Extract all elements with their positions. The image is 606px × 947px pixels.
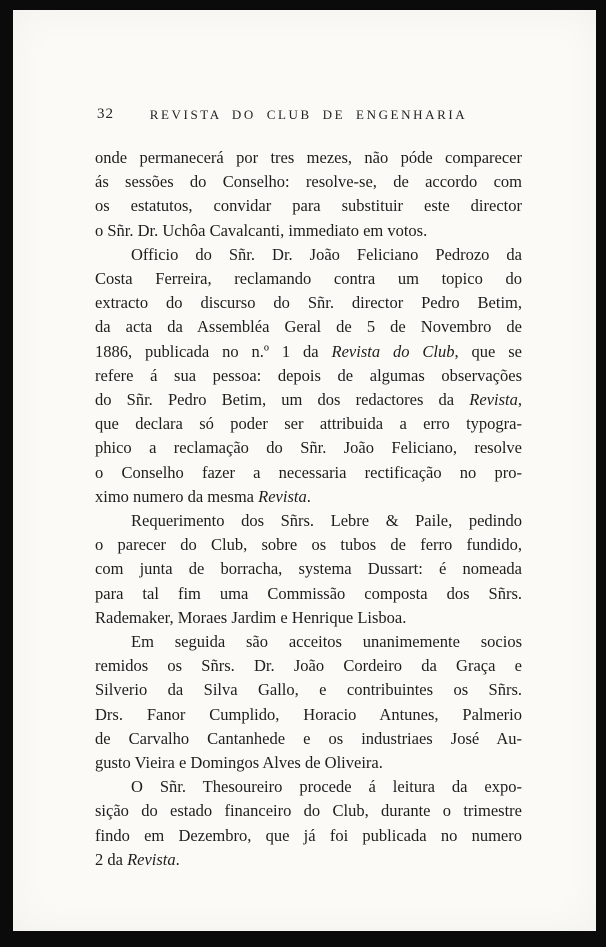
italic-text-segment: Revista do Club bbox=[331, 341, 455, 361]
text-segment: Rademaker, Moraes Jardim e Henrique Lisboa. bbox=[95, 607, 407, 627]
text-segment: Costa Ferreira, reclamando contra um topico do bbox=[95, 269, 522, 289]
text-segment: remidos os Sñrs. Dr. João Cordeiro da Graça e bbox=[95, 656, 522, 676]
text-segment: o parecer do Club, sobre os tubos de ferro fundido, bbox=[95, 535, 522, 555]
text-segment: de Carvalho Cantanhede e os industriaes José Au- bbox=[95, 728, 522, 748]
text-line bbox=[95, 146, 522, 170]
text-line bbox=[95, 799, 522, 823]
text-segment: Em seguida são acceitos unanimemente socios bbox=[131, 632, 522, 652]
text-segment: 1886, publicada no n.º 1 da bbox=[95, 341, 332, 361]
text-line bbox=[95, 388, 522, 412]
text-segment: gusto Vieira e Domingos Alves de Oliveira. bbox=[95, 753, 383, 773]
running-title: REVISTA DO CLUB DE ENGENHARIA bbox=[149, 107, 468, 122]
text-line bbox=[95, 654, 522, 678]
text-line bbox=[95, 194, 522, 218]
text-segment: ximo numero da mesma bbox=[95, 486, 259, 506]
page-header bbox=[95, 104, 522, 126]
text-line bbox=[95, 630, 522, 654]
text-segment: extracto do discurso do Sñr. director Pedro Betim, bbox=[95, 293, 522, 313]
text-line bbox=[95, 703, 522, 727]
text-line bbox=[95, 485, 522, 509]
text-line bbox=[95, 340, 522, 364]
text-line bbox=[95, 509, 522, 533]
text-line bbox=[95, 582, 522, 606]
text-segment: da acta da Assembléa Geral de 5 de Novembro de bbox=[95, 317, 522, 337]
italic-text-segment: Revista bbox=[469, 390, 518, 410]
text-segment: o Sñr. Dr. Uchôa Cavalcanti, immediato em votos. bbox=[95, 220, 428, 240]
text-segment: para tal fim uma Commissão composta dos Sñrs. bbox=[95, 583, 522, 603]
text-segment: com junta de borracha, systema Dussart: é nomeada bbox=[95, 559, 522, 579]
text-line bbox=[95, 243, 522, 267]
text-segment: ás sessões do Conselho: resolve-se, de accordo com bbox=[95, 172, 522, 192]
text-segment: que declara só poder ser attribuida a erro typogra- bbox=[95, 414, 522, 434]
text-segment: Silverio da Silva Gallo, e contribuintes os Sñrs. bbox=[95, 680, 522, 700]
text-line bbox=[95, 727, 522, 751]
text-segment: do Sñr. Pedro Betim, um dos redactores da bbox=[95, 390, 470, 410]
text-line bbox=[95, 751, 522, 775]
page-content bbox=[95, 10, 522, 872]
text-segment: o Conselho fazer a necessaria rectificação no pro- bbox=[95, 462, 522, 482]
text-line bbox=[95, 557, 522, 581]
text-segment: 2 da bbox=[95, 849, 128, 869]
text-line bbox=[95, 775, 522, 799]
text-block bbox=[95, 146, 522, 872]
page-number: 32 bbox=[97, 106, 114, 122]
text-segment: os estatutos, convidar para substituir este director bbox=[95, 196, 522, 216]
text-segment: , que se bbox=[454, 341, 522, 361]
text-line bbox=[95, 533, 522, 557]
text-segment: . bbox=[175, 849, 180, 869]
text-segment: O Sñr. Thesoureiro procede á leitura da expo- bbox=[131, 777, 522, 797]
text-line bbox=[95, 461, 522, 485]
text-line bbox=[95, 315, 522, 339]
italic-text-segment: Revista bbox=[127, 849, 176, 869]
text-line bbox=[95, 606, 522, 630]
text-segment: onde permanecerá por tres mezes, não póde comparecer bbox=[95, 148, 522, 167]
text-segment: findo em Dezembro, que já foi publicada no numero bbox=[95, 825, 522, 845]
text-line bbox=[95, 170, 522, 194]
text-line bbox=[95, 364, 522, 388]
text-segment: Officio do Sñr. Dr. João Feliciano Pedrozo da bbox=[131, 244, 522, 264]
text-segment: , bbox=[517, 390, 522, 410]
text-segment: . bbox=[306, 486, 311, 506]
text-segment: refere á sua pessoa: depois de algumas observações bbox=[95, 365, 522, 385]
text-line bbox=[95, 678, 522, 702]
text-line bbox=[95, 436, 522, 460]
italic-text-segment: Revista bbox=[258, 486, 307, 506]
text-line bbox=[95, 412, 522, 436]
text-line bbox=[95, 824, 522, 848]
text-line bbox=[95, 848, 522, 872]
text-segment: sição do estado financeiro do Club, durante o trimestre bbox=[95, 801, 522, 821]
text-line bbox=[95, 267, 522, 291]
text-segment: Requerimento dos Sñrs. Lebre & Paile, pedindo bbox=[131, 511, 522, 531]
text-segment: phico a reclamação do Sñr. João Feliciano, resolve bbox=[95, 438, 522, 458]
book-page bbox=[13, 10, 596, 931]
text-segment: Drs. Fanor Cumplido, Horacio Antunes, Palmerio bbox=[95, 704, 522, 724]
text-line bbox=[95, 291, 522, 315]
text-line bbox=[95, 219, 522, 243]
